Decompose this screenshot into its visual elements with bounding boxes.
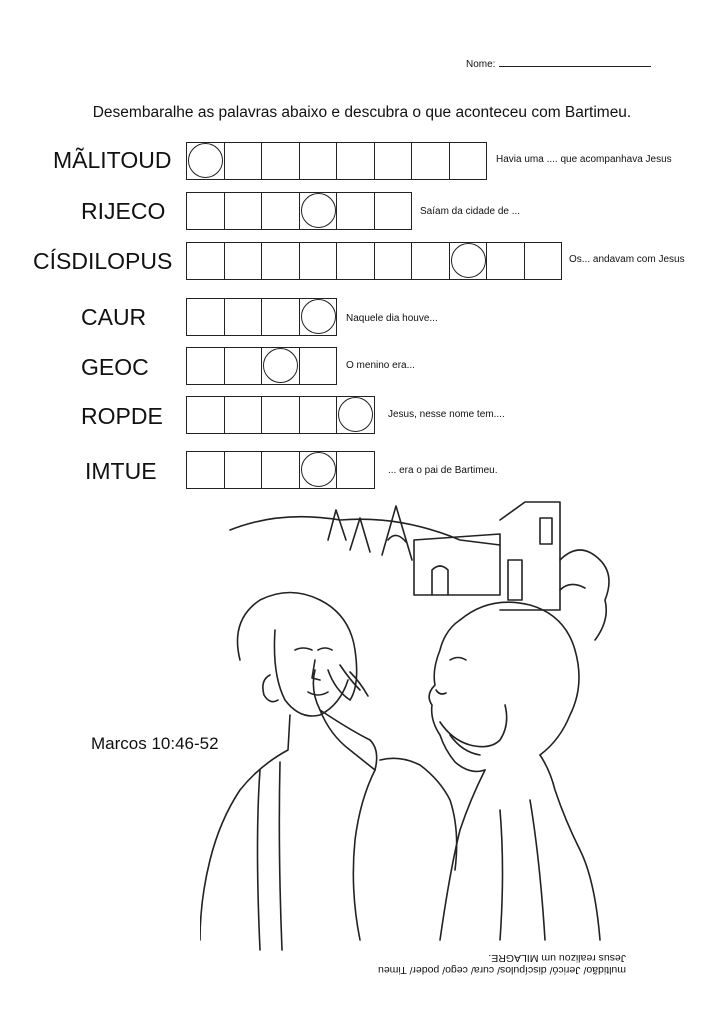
name-blank-line[interactable]	[499, 56, 651, 67]
answer-box[interactable]	[262, 242, 300, 280]
clue-text: Jesus, nesse nome tem....	[388, 409, 505, 420]
answer-box-circled[interactable]	[262, 347, 300, 385]
scrambled-word: ROPDE	[81, 403, 163, 429]
answer-box[interactable]	[337, 451, 375, 489]
answer-box-circled[interactable]	[300, 451, 338, 489]
man-hand	[313, 670, 375, 770]
answer-box[interactable]	[375, 242, 413, 280]
jesus-face	[429, 620, 485, 771]
clue-text: Saíam da cidade de ...	[420, 206, 521, 217]
bible-reference: Marcos 10:46-52	[91, 734, 219, 753]
answer-grid[interactable]	[186, 347, 337, 385]
answer-key-line: multidão/ Jericó/ discípulos/ cura/ cego/ poder/ Timeu	[378, 964, 627, 976]
answer-box[interactable]	[450, 142, 488, 180]
scrambled-word: RIJECO	[81, 198, 166, 224]
answer-box[interactable]	[262, 142, 300, 180]
answer-box[interactable]	[225, 347, 263, 385]
answer-box[interactable]	[187, 192, 225, 230]
answer-box[interactable]	[337, 142, 375, 180]
scrambled-word: MÃLITOUD	[53, 147, 172, 173]
answer-box-circled[interactable]	[450, 242, 488, 280]
tree-shape	[328, 510, 346, 540]
answer-box[interactable]	[262, 451, 300, 489]
name-label: Nome:	[466, 59, 496, 70]
answer-box[interactable]	[262, 298, 300, 336]
answer-box[interactable]	[187, 451, 225, 489]
answer-box[interactable]	[337, 192, 375, 230]
answer-box[interactable]	[337, 242, 375, 280]
answer-box[interactable]	[375, 192, 413, 230]
answer-box[interactable]	[525, 242, 563, 280]
clue-text: Naquele dia houve...	[346, 313, 438, 324]
answer-box[interactable]	[262, 396, 300, 434]
name-field	[466, 56, 651, 70]
answer-box[interactable]	[300, 142, 338, 180]
clue-text: Os... andavam com Jesus	[569, 254, 685, 265]
man-ear	[263, 675, 278, 702]
answer-box[interactable]	[375, 142, 413, 180]
answer-grid[interactable]	[186, 396, 375, 434]
answer-grid[interactable]	[186, 142, 487, 180]
door-shape	[432, 566, 448, 595]
answer-grid[interactable]	[186, 242, 562, 280]
answer-box[interactable]	[300, 242, 338, 280]
jesus-healing-illustration	[200, 500, 620, 960]
window-shape	[540, 518, 552, 544]
scrambled-word: CÍSDILOPUS	[33, 248, 173, 274]
answer-box[interactable]	[412, 242, 450, 280]
answer-box[interactable]	[225, 192, 263, 230]
hill-outline	[230, 517, 500, 545]
answer-box[interactable]	[412, 142, 450, 180]
bush-outline	[560, 550, 609, 640]
clue-text: Havia uma .... que acompanhava Jesus	[496, 154, 672, 165]
answer-box[interactable]	[225, 451, 263, 489]
answer-key-upside-down	[378, 952, 626, 976]
man-face	[274, 630, 348, 716]
answer-box[interactable]	[225, 396, 263, 434]
tree-shape	[350, 518, 370, 552]
answer-box[interactable]	[187, 242, 225, 280]
answer-key-line: Jesus realizou um MILAGRE.	[488, 952, 627, 964]
answer-box[interactable]	[225, 142, 263, 180]
jesus-beard	[440, 705, 507, 747]
scrambled-word: IMTUE	[85, 458, 157, 484]
instruction-text: Desembaralhe as palavras abaixo e descubra o que aconteceu com Bartimeu.	[92, 104, 632, 121]
tree-shape	[382, 506, 412, 560]
answer-box[interactable]	[225, 242, 263, 280]
clue-text: O menino era...	[346, 360, 415, 371]
answer-box[interactable]	[187, 298, 225, 336]
answer-box[interactable]	[300, 347, 338, 385]
jesus-hair	[460, 602, 579, 755]
answer-box[interactable]	[262, 192, 300, 230]
answer-box[interactable]	[300, 396, 338, 434]
answer-box[interactable]	[225, 298, 263, 336]
scrambled-word: CAUR	[81, 304, 147, 330]
scrambled-word: GEOC	[81, 354, 149, 380]
clue-text: ... era o pai de Bartimeu.	[388, 465, 498, 476]
answer-box-circled[interactable]	[187, 142, 225, 180]
man-hair	[238, 593, 357, 701]
answer-grid[interactable]	[186, 451, 375, 489]
answer-box-circled[interactable]	[300, 192, 338, 230]
answer-grid[interactable]	[186, 298, 337, 336]
answer-grid[interactable]	[186, 192, 412, 230]
jesus-arm	[380, 758, 457, 870]
answer-box-circled[interactable]	[300, 298, 338, 336]
jesus-robe	[540, 755, 600, 940]
answer-box[interactable]	[487, 242, 525, 280]
answer-box[interactable]	[187, 347, 225, 385]
answer-box-circled[interactable]	[337, 396, 375, 434]
answer-box[interactable]	[187, 396, 225, 434]
